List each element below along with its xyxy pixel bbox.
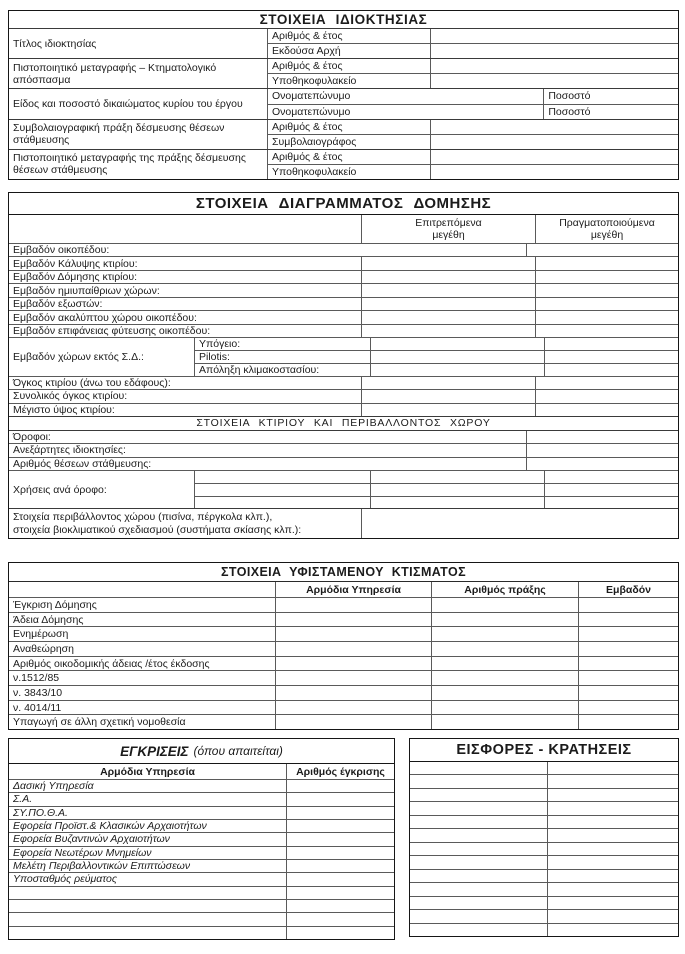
table-row: [9, 270, 678, 283]
row-label: Εμβαδόν οικοπέδου:: [13, 244, 110, 257]
row-label: ν. 3843/10: [13, 686, 63, 699]
table-row: [9, 403, 678, 416]
empty-table-row: [410, 815, 678, 828]
field-label: Ονοματεπώνυμο: [267, 105, 543, 119]
table-row: [9, 670, 678, 685]
field-label: Υποθηκοφυλακείο: [267, 165, 430, 179]
input-cell: [410, 802, 547, 814]
table-row: [9, 443, 678, 456]
field-label: Ποσοστό: [543, 105, 678, 119]
row-fields: [267, 89, 678, 118]
empty-table-row: [410, 869, 678, 882]
input-cell: [526, 444, 678, 456]
allowed-sizes-header: Επιτρεπόμενα μεγέθη: [361, 215, 535, 243]
input-cell: [361, 404, 535, 416]
sub-rows: [194, 338, 678, 375]
approval-number-header: Αριθμός έγκρισης: [286, 764, 394, 779]
column-header-row: [9, 215, 678, 243]
input-cell: [544, 338, 678, 350]
input-cell: [544, 364, 678, 376]
field-label: Αριθμός & έτος: [267, 120, 430, 134]
row-label: Αριθμός θέσεων στάθμευσης:: [13, 457, 152, 470]
input-cell: [9, 927, 286, 939]
row-label: Συνολικός όγκος κτιρίου:: [13, 390, 128, 403]
building-diagram-table: [8, 192, 679, 539]
row-label: Πιστοποιητικό μεταγραφής της πράξης δέσμευσης θέσεων στάθμευσης: [13, 152, 246, 177]
input-cell: [431, 613, 578, 627]
input-cell: [431, 701, 578, 715]
table-row: [9, 324, 678, 337]
input-cell: [286, 873, 394, 885]
row-group-outside-sd: [9, 337, 678, 375]
sub-row-label: Απόληξη κλιμακοστασίου:: [194, 364, 370, 376]
row-label: Συμβολαιογραφική πράξη δέσμευσης θέσεων στάθμευσης: [13, 122, 225, 147]
row-label: Εφορεία Βυζαντινών Αρχαιοτήτων: [13, 833, 170, 846]
input-cell: [544, 471, 678, 483]
approvals-table: [8, 738, 395, 940]
input-cell: [9, 913, 286, 925]
table-row: [9, 656, 678, 671]
row-label: Έγκριση Δόμησης: [13, 598, 97, 611]
levies-table: [409, 738, 679, 937]
row-label: Αριθμός οικοδομικής άδειας /έτος έκδοσης: [13, 657, 210, 670]
empty-table-row: [410, 774, 678, 787]
input-cell: [194, 497, 370, 509]
input-cell: [535, 311, 678, 323]
area-header: Εμβαδόν: [578, 582, 678, 597]
input-cell: [430, 120, 678, 134]
empty-table-row: [9, 886, 394, 899]
row-label: Εμβαδόν Κάλυψης κτιρίου:: [13, 257, 138, 270]
empty-table-row: [9, 899, 394, 912]
empty-table-row: [410, 909, 678, 922]
row-label: Πιστοποιητικό μεταγραφής – Κτηματολογικό απόσπασμα: [13, 61, 217, 86]
row-group-uses-per-floor: [9, 470, 678, 508]
input-cell: [547, 870, 678, 882]
approvals-table-title: ΕΓΚΡΙΣΕΙΣ (όπου απαιτείται): [9, 739, 394, 764]
empty-header-cell: [9, 582, 275, 597]
empty-table-row: [410, 923, 678, 936]
input-cell: [410, 816, 547, 828]
table-row: [9, 310, 678, 323]
input-cell: [430, 44, 678, 58]
sub-row-label: Pilotis:: [194, 351, 370, 363]
row-label: Είδος και ποσοστό δικαιώματος κυρίου του έργου: [13, 98, 243, 110]
row-label: Εμβαδόν ακαλύπτου χώρου οικοπέδου:: [13, 311, 197, 324]
input-cell: [547, 883, 678, 895]
input-cell: [286, 847, 394, 859]
table-row: [9, 119, 678, 149]
table-row: [9, 714, 678, 729]
input-cell: [578, 642, 678, 656]
input-cell: [535, 298, 678, 310]
table-row: [9, 700, 678, 715]
empty-table-row: [9, 912, 394, 925]
input-cell: [361, 271, 535, 283]
input-cell: [410, 762, 547, 774]
input-cell: [286, 887, 394, 899]
field-label: Ποσοστό: [543, 89, 678, 103]
input-cell: [578, 657, 678, 671]
table-row: [9, 846, 394, 859]
empty-table-row: [410, 855, 678, 868]
input-cell: [370, 351, 544, 363]
input-cell: [535, 271, 678, 283]
table-row: [9, 283, 678, 296]
input-cell: [410, 775, 547, 787]
input-cell: [547, 856, 678, 868]
input-cell: [547, 775, 678, 787]
input-cell: [526, 431, 678, 443]
input-cell: [547, 924, 678, 936]
row-fields: [267, 59, 678, 88]
input-cell: [430, 59, 678, 73]
input-cell: [286, 860, 394, 872]
input-cell: [431, 657, 578, 671]
row-label: Εμβαδόν επιφάνειας φύτευσης οικοπέδου:: [13, 325, 211, 338]
input-cell: [547, 816, 678, 828]
environment-row: [9, 508, 678, 538]
input-cell: [286, 913, 394, 925]
field-label: Ονοματεπώνυμο: [267, 89, 543, 103]
table-row: [9, 872, 394, 885]
input-cell: [370, 484, 544, 496]
table-row: [9, 685, 678, 700]
input-cell: [194, 484, 370, 496]
field-label: Αριθμός & έτος: [267, 29, 430, 43]
row-label: Στοιχεία περιβάλλοντος χώρου (πισίνα, πέργκολα κλπ.), στοιχεία βιοκλιματικού σχεδιασμού (συστήματα σκίασης κλπ.):: [13, 510, 302, 536]
input-cell: [286, 807, 394, 819]
empty-table-row: [410, 801, 678, 814]
input-cell: [431, 686, 578, 700]
input-cell: [547, 843, 678, 855]
input-cell: [544, 484, 678, 496]
row-label: Τίτλος ιδιοκτησίας: [13, 37, 97, 50]
input-cell: [275, 598, 431, 612]
table-row: [9, 243, 678, 256]
input-cell: [535, 325, 678, 337]
input-cell: [535, 390, 678, 402]
table-row: [9, 612, 678, 627]
input-cell: [410, 870, 547, 882]
input-cell: [535, 404, 678, 416]
property-table-title: ΣΤΟΙΧΕΙΑ ΙΔΙΟΚΤΗΣΙΑΣ: [259, 12, 428, 27]
empty-table-row: [410, 842, 678, 855]
input-cell: [286, 833, 394, 845]
input-cell: [578, 686, 678, 700]
row-label: Σ.Α.: [13, 793, 33, 806]
table-row: [9, 376, 678, 389]
row-label: Μελέτη Περιβαλλοντικών Επιπτώσεων: [13, 860, 191, 873]
row-label: ν. 4014/11: [13, 701, 62, 714]
input-cell: [275, 701, 431, 715]
input-cell: [535, 377, 678, 389]
row-label: Ανεξάρτητες ιδιοκτησίες:: [13, 444, 126, 457]
row-label: ν.1512/85: [13, 672, 60, 685]
act-number-header: Αριθμός πράξης: [431, 582, 578, 597]
empty-header-cell: [9, 215, 361, 243]
input-cell: [361, 257, 535, 269]
input-cell: [410, 883, 547, 895]
table-row: [9, 88, 678, 118]
input-cell: [410, 897, 547, 909]
table-row: [9, 819, 394, 832]
input-cell: [9, 900, 286, 912]
row-label: Όγκος κτιρίου (άνω του εδάφους):: [13, 376, 171, 389]
row-fields: [267, 150, 678, 179]
input-cell: [286, 900, 394, 912]
input-cell: [410, 843, 547, 855]
row-label: Χρήσεις ανά όροφο:: [13, 483, 107, 496]
existing-table-title: ΣΤΟΙΧΕΙΑ ΥΦΙΣΤΑΜΕΝΟΥ ΚΤΙΣΜΑΤΟΣ: [9, 563, 678, 582]
table-row: [9, 389, 678, 402]
table-row: [9, 149, 678, 179]
input-cell: [9, 887, 286, 899]
input-cell: [544, 351, 678, 363]
input-cell: [361, 284, 535, 296]
input-cell: [544, 497, 678, 509]
table-row: [9, 779, 394, 792]
field-label: Συμβολαιογράφος: [267, 135, 430, 149]
empty-table-row: [410, 896, 678, 909]
empty-table-row: [410, 828, 678, 841]
input-cell: [410, 829, 547, 841]
input-cell: [547, 910, 678, 922]
input-cell: [286, 927, 394, 939]
row-label: Εμβαδόν Δόμησης κτιρίου:: [13, 271, 138, 284]
input-cell: [370, 497, 544, 509]
input-cell: [431, 671, 578, 685]
input-cell: [578, 613, 678, 627]
input-cell: [410, 856, 547, 868]
input-cell: [275, 715, 431, 729]
levies-table-title: ΕΙΣΦΟΡΕΣ - ΚΡΑΤΗΣΕΙΣ: [410, 739, 678, 762]
row-label: Υποσταθμός ρεύματος: [13, 873, 118, 886]
table-row: [9, 28, 678, 58]
input-cell: [275, 671, 431, 685]
service-header: Αρμόδια Υπηρεσία: [100, 765, 195, 778]
row-fields: [267, 120, 678, 149]
input-cell: [547, 897, 678, 909]
input-cell: [431, 642, 578, 656]
row-label: Εφορεία Προϊστ.& Κλασικών Αρχαιοτήτων: [13, 820, 207, 833]
property-details-table: [8, 10, 679, 180]
input-cell: [286, 793, 394, 805]
input-cell: [431, 715, 578, 729]
diagram-table-title: ΣΤΟΙΧΕΙΑ ΔΙΑΓΡΑΜΜΑΤΟΣ ΔΟΜΗΣΗΣ: [9, 193, 678, 215]
input-cell: [430, 74, 678, 88]
empty-table-row: [410, 788, 678, 801]
field-label: Αριθμός & έτος: [267, 150, 430, 164]
row-label: Αναθεώρηση: [13, 642, 74, 655]
input-cell: [275, 642, 431, 656]
column-header-row: [9, 582, 678, 597]
input-cell: [430, 29, 678, 43]
input-cell: [578, 671, 678, 685]
row-label: Εφορεία Νεωτέρων Μνημείων: [13, 846, 152, 859]
input-cell: [275, 686, 431, 700]
input-cell: [578, 715, 678, 729]
row-label: Εμβαδόν χώρων εκτός Σ.Δ.:: [13, 350, 144, 363]
approvals-title-note: (όπου απαιτείται): [193, 744, 283, 758]
input-cell: [431, 627, 578, 641]
input-cell: [578, 627, 678, 641]
row-label: Άδεια Δόμησης: [13, 613, 84, 626]
input-cell: [361, 509, 678, 538]
table-row: [9, 792, 394, 805]
field-label: Αριθμός & έτος: [267, 59, 430, 73]
input-cell: [535, 257, 678, 269]
input-cell: [526, 244, 678, 256]
service-header: Αρμόδια Υπηρεσία: [275, 582, 431, 597]
input-cell: [578, 701, 678, 715]
input-cell: [535, 284, 678, 296]
input-cell: [370, 338, 544, 350]
existing-building-table: [8, 562, 679, 730]
empty-table-row: [9, 926, 394, 939]
input-cell: [578, 598, 678, 612]
empty-table-row: [410, 882, 678, 895]
table-row: [9, 641, 678, 656]
table-row: [9, 806, 394, 819]
column-header-row: [9, 764, 394, 779]
table-row: [9, 256, 678, 269]
input-cell: [547, 789, 678, 801]
input-cell: [275, 613, 431, 627]
input-cell: [430, 150, 678, 164]
input-cell: [370, 364, 544, 376]
row-label: Όροφοι:: [13, 430, 51, 443]
row-label: Εμβαδόν εξωστών:: [13, 298, 103, 311]
input-cell: [194, 471, 370, 483]
input-cell: [361, 325, 535, 337]
input-cell: [547, 762, 678, 774]
input-cell: [547, 829, 678, 841]
row-label: Ενημέρωση: [13, 628, 69, 641]
row-label: ΣΥ.ΠΟ.Θ.Α.: [13, 806, 68, 819]
table-row: [9, 457, 678, 470]
input-cell: [361, 298, 535, 310]
table-row: [9, 58, 678, 88]
input-cell: [526, 458, 678, 470]
row-label: Μέγιστο ύψος κτιρίου:: [13, 403, 115, 416]
table-row: [9, 832, 394, 845]
sub-row-label: Υπόγειο:: [194, 338, 370, 350]
empty-table-row: [410, 762, 678, 774]
table-row: [9, 430, 678, 443]
input-cell: [286, 780, 394, 792]
row-label: Υπαγωγή σε άλλη σχετική νομοθεσία: [13, 716, 186, 729]
row-label: Δασική Υπηρεσία: [13, 780, 94, 793]
input-cell: [275, 627, 431, 641]
input-cell: [410, 910, 547, 922]
table-row: [9, 859, 394, 872]
input-cell: [547, 802, 678, 814]
input-cell: [430, 165, 678, 179]
sub-rows: [194, 471, 678, 508]
input-cell: [430, 135, 678, 149]
section-subheader: ΣΤΟΙΧΕΙΑ ΚΤΙΡΙΟΥ ΚΑΙ ΠΕΡΙΒΑΛΛΟΝΤΟΣ ΧΩΡΟΥ: [9, 416, 678, 429]
input-cell: [286, 820, 394, 832]
row-fields: [267, 29, 678, 58]
input-cell: [275, 657, 431, 671]
table-row: [9, 297, 678, 310]
field-label: Υποθηκοφυλακείο: [267, 74, 430, 88]
input-cell: [361, 311, 535, 323]
table-row: [9, 626, 678, 641]
field-label: Εκδούσα Αρχή: [267, 44, 430, 58]
table-row: [9, 597, 678, 612]
input-cell: [431, 598, 578, 612]
input-cell: [410, 789, 547, 801]
input-cell: [361, 390, 535, 402]
input-cell: [361, 377, 535, 389]
row-label: Εμβαδόν ημιυπαίθριων χώρων:: [13, 284, 160, 297]
input-cell: [370, 471, 544, 483]
input-cell: [410, 924, 547, 936]
actual-sizes-header: Πραγματοποιούμενα μεγέθη: [535, 215, 678, 243]
